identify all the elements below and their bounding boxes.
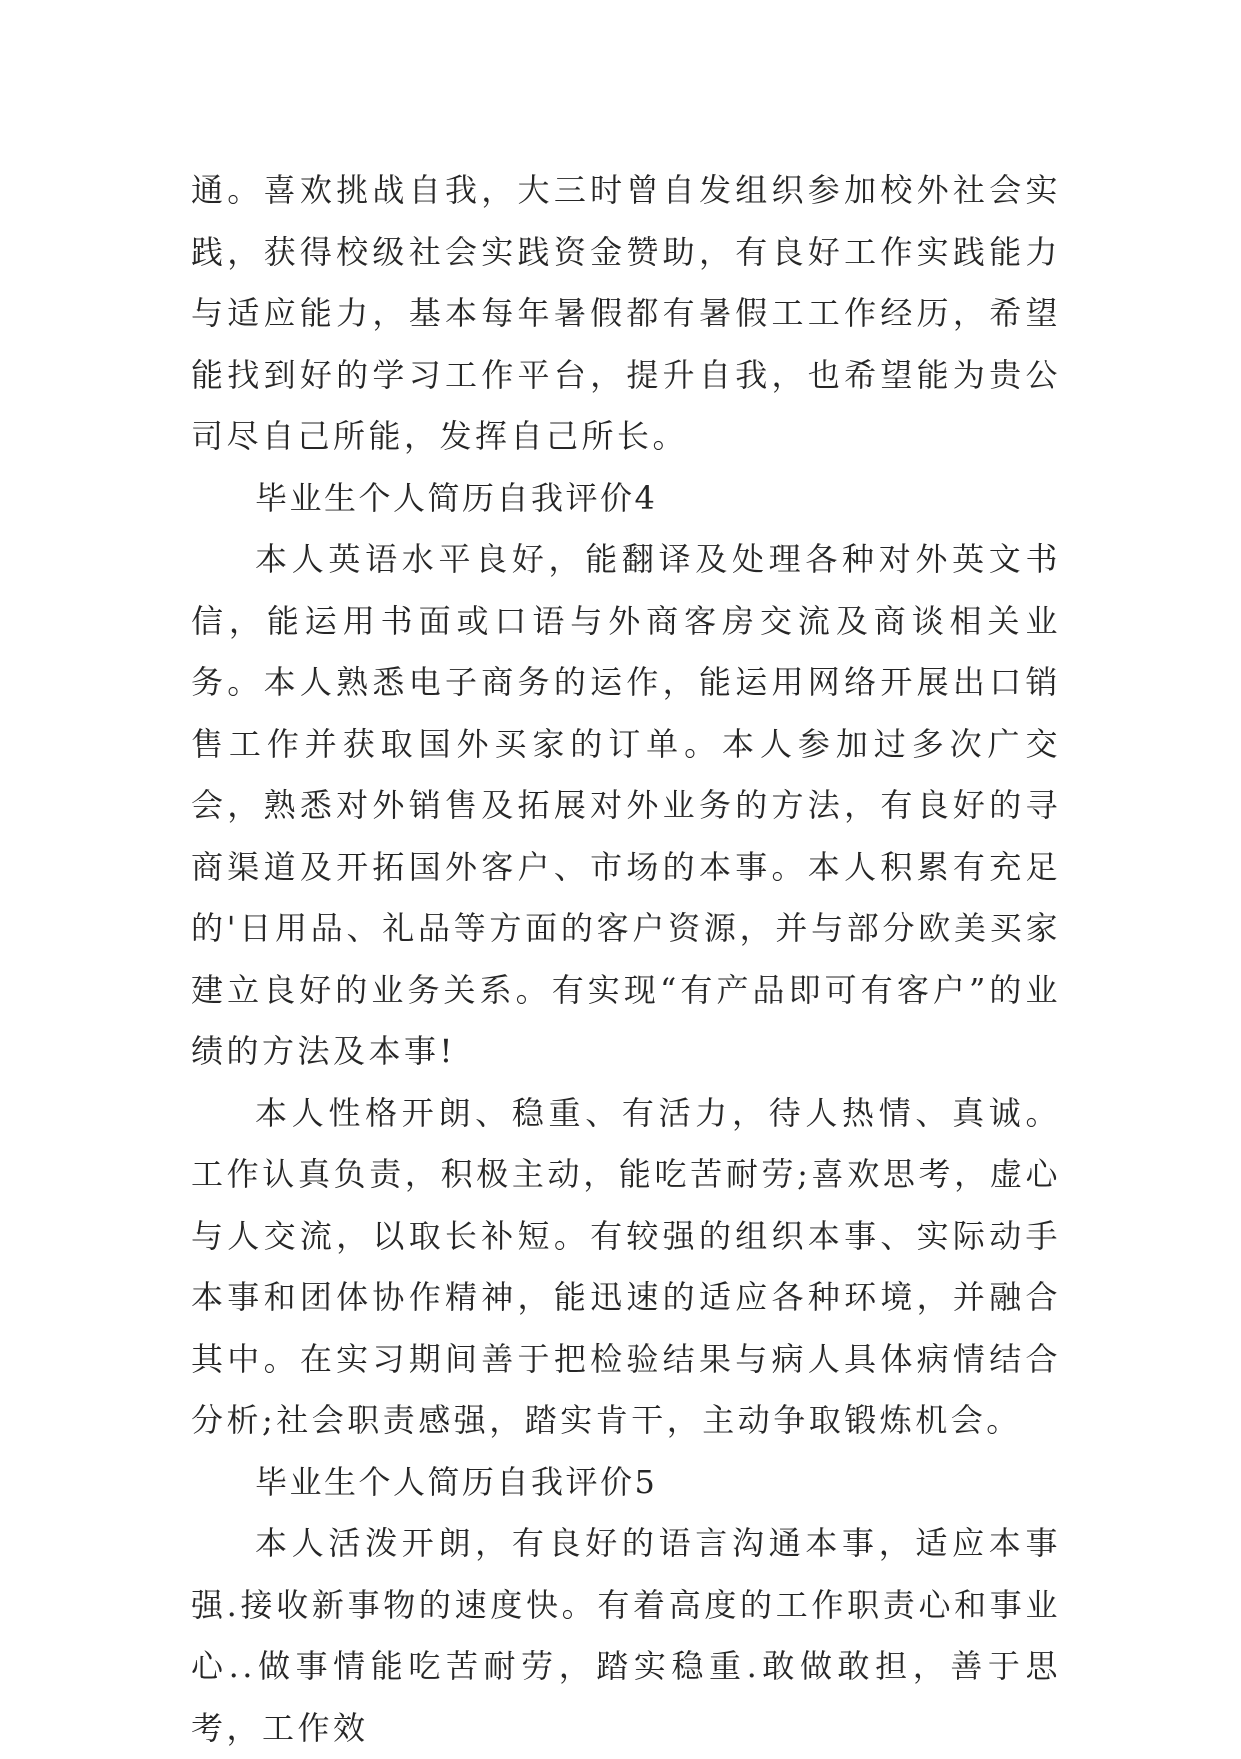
paragraph-personality: 本人性格开朗、稳重、有活力，待人热情、真诚。工作认真负责，积极主动，能吃苦耐劳;喜欢思考，虚心与人交流，以取长补短。有较强的组织本事、实际动手本事和团体协作精神，能迅速的适应各种环境，并融合其中。在实习期间善于把检验结果与病人具体病情结合分析;社会职责感强，踏实肯干，主动争取锻炼机会。 [191,1093,1061,1439]
paragraph-english-skills: 本人英语水平良好，能翻译及处理各种对外英文书信，能运用书面或口语与外商客房交流及商谈相关业务。本人熟悉电子商务的运作，能运用网络开展出口销售工作并获取国外买家的订单。本人参加过多次广交会，熟悉对外销售及拓展对外业务的方法，有良好的寻商渠道及开拓国外客户、市场的本事。本人积累有充足的'日用品、礼品等方面的客户资源，并与部分欧美买家建立良好的业务关系。有实现“有产品即可有客户”的业绩的方法及本事! [191,540,1061,1070]
section-heading-4: 毕业生个人简历自我评价4 [255,478,658,517]
section-heading-5: 毕业生个人简历自我评价5 [255,1462,658,1501]
paragraph-communication: 本人活泼开朗，有良好的语言沟通本事，适应本事强.接收新事物的速度快。有着高度的工作职责心和事业心..做事情能吃苦耐劳，踏实稳重.敢做敢担，善于思考，工作效 [191,1524,1061,1747]
paragraph-continuation: 通。喜欢挑战自我，大三时曾自发组织参加校外社会实践，获得校级社会实践资金赞助，有良好工作实践能力与适应能力，基本每年暑假都有暑假工工作经历，希望能找到好的学习工作平台，提升自我，也希望能为贵公司尽自己所能，发挥自己所长。 [191,171,1061,455]
document-body [191,160,1061,1759]
